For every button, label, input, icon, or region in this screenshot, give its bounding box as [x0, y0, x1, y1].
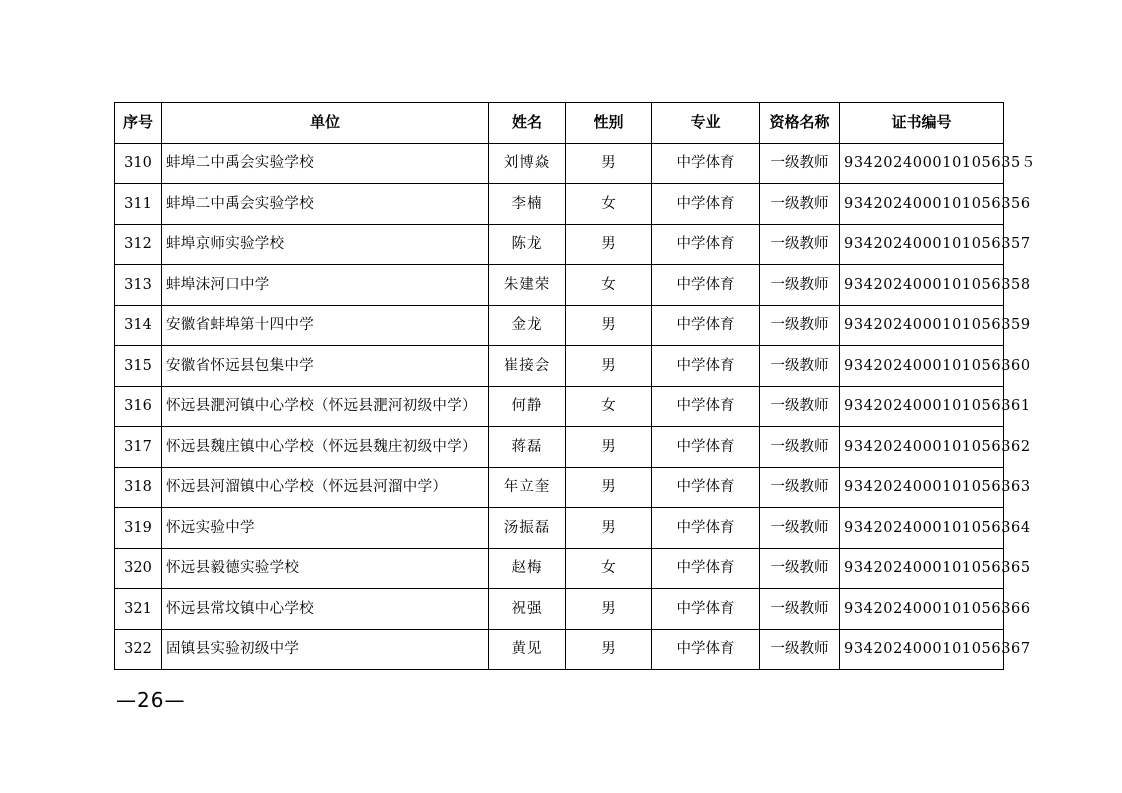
- cell-certificate: 9342024000101056363: [840, 467, 1004, 508]
- cell-unit: 蚌埠二中禹会实验学校: [162, 184, 489, 225]
- cell-index: 319: [115, 508, 162, 549]
- cell-major: 中学体育: [652, 589, 760, 630]
- table-row: [115, 427, 1004, 468]
- cell-major: 中学体育: [652, 427, 760, 468]
- page-number: —26—: [116, 688, 186, 712]
- cell-name: 黄见: [489, 629, 566, 670]
- table-row: [115, 143, 1004, 184]
- header-qualification: 资格名称: [760, 103, 840, 144]
- cell-major: 中学体育: [652, 265, 760, 306]
- table-row: [115, 184, 1004, 225]
- cell-index: 312: [115, 224, 162, 265]
- cell-certificate: 9342024000101056366: [840, 589, 1004, 630]
- table-body: [115, 143, 1036, 670]
- table-row: [115, 346, 1004, 387]
- cell-gender: 男: [566, 224, 652, 265]
- cell-gender: 女: [566, 386, 652, 427]
- cell-gender: 男: [566, 143, 652, 184]
- cell-gender: 男: [566, 467, 652, 508]
- cell-certificate: 9342024000101056367: [840, 629, 1004, 670]
- cell-qualification: 一级教师: [760, 143, 840, 184]
- cell-certificate: 9342024000101056356: [840, 184, 1004, 225]
- cell-name: 祝强: [489, 589, 566, 630]
- cell-major: 中学体育: [652, 386, 760, 427]
- cell-index: 310: [115, 143, 162, 184]
- cell-certificate: 9342024000101056365: [840, 548, 1004, 589]
- cell-certificate: 9342024000101056360: [840, 346, 1004, 387]
- cell-index: 313: [115, 265, 162, 306]
- cell-unit: 怀远县淝河镇中心学校（怀远县淝河初级中学）: [162, 386, 489, 427]
- cell-qualification: 一级教师: [760, 467, 840, 508]
- cell-index: 311: [115, 184, 162, 225]
- cell-name: 李楠: [489, 184, 566, 225]
- cell-certificate: 9342024000101056362: [840, 427, 1004, 468]
- cell-gender: 男: [566, 427, 652, 468]
- cell-qualification: 一级教师: [760, 386, 840, 427]
- cell-major: 中学体育: [652, 548, 760, 589]
- cell-qualification: 一级教师: [760, 305, 840, 346]
- cell-gender: 男: [566, 589, 652, 630]
- cell-index: 321: [115, 589, 162, 630]
- cell-certificate: 934202400010105635５: [840, 143, 1004, 184]
- cell-unit: 安徽省怀远县包集中学: [162, 346, 489, 387]
- cell-unit: 固镇县实验初级中学: [162, 629, 489, 670]
- header-name: 姓名: [489, 103, 566, 144]
- cell-qualification: 一级教师: [760, 427, 840, 468]
- cell-gender: 女: [566, 548, 652, 589]
- cell-certificate: 9342024000101056358: [840, 265, 1004, 306]
- cell-unit: 安徽省蚌埠第十四中学: [162, 305, 489, 346]
- cell-qualification: 一级教师: [760, 548, 840, 589]
- header-index: 序号: [115, 103, 162, 144]
- cell-certificate: 9342024000101056364: [840, 508, 1004, 549]
- cell-qualification: 一级教师: [760, 589, 840, 630]
- cell-unit: 怀远县毅德实验学校: [162, 548, 489, 589]
- cell-gender: 男: [566, 629, 652, 670]
- cell-gender: 男: [566, 305, 652, 346]
- cell-name: 年立奎: [489, 467, 566, 508]
- cell-qualification: 一级教师: [760, 629, 840, 670]
- cell-index: 316: [115, 386, 162, 427]
- cell-major: 中学体育: [652, 305, 760, 346]
- header-certificate: 证书编号: [840, 103, 1004, 144]
- cell-name: 赵梅: [489, 548, 566, 589]
- cell-qualification: 一级教师: [760, 265, 840, 306]
- cell-unit: 怀远县魏庄镇中心学校（怀远县魏庄初级中学）: [162, 427, 489, 468]
- cell-gender: 男: [566, 346, 652, 387]
- cell-major: 中学体育: [652, 629, 760, 670]
- cell-unit: 怀远实验中学: [162, 508, 489, 549]
- table-row: [115, 305, 1004, 346]
- cell-unit: 蚌埠二中禹会实验学校: [162, 143, 489, 184]
- cell-major: 中学体育: [652, 224, 760, 265]
- table-row: [115, 629, 1004, 670]
- cell-unit: 蚌埠沫河口中学: [162, 265, 489, 306]
- cell-unit: 怀远县河溜镇中心学校（怀远县河溜中学）: [162, 467, 489, 508]
- certificate-table: [114, 102, 1036, 670]
- header-row: [115, 103, 1004, 144]
- cell-qualification: 一级教师: [760, 184, 840, 225]
- cell-qualification: 一级教师: [760, 508, 840, 549]
- cell-name: 朱建荣: [489, 265, 566, 306]
- cell-major: 中学体育: [652, 346, 760, 387]
- cell-certificate: 9342024000101056361: [840, 386, 1004, 427]
- table-row: [115, 467, 1004, 508]
- table-row: [115, 548, 1004, 589]
- cell-certificate: 9342024000101056357: [840, 224, 1004, 265]
- cell-index: 320: [115, 548, 162, 589]
- cell-certificate: 9342024000101056359: [840, 305, 1004, 346]
- cell-gender: 男: [566, 508, 652, 549]
- cell-name: 何静: [489, 386, 566, 427]
- cell-name: 刘博焱: [489, 143, 566, 184]
- table-row: [115, 508, 1004, 549]
- cell-gender: 女: [566, 265, 652, 306]
- cell-gender: 女: [566, 184, 652, 225]
- cell-index: 318: [115, 467, 162, 508]
- cell-unit: 蚌埠京师实验学校: [162, 224, 489, 265]
- table-row: [115, 265, 1004, 306]
- table-row: [115, 386, 1004, 427]
- table-row: [115, 224, 1004, 265]
- cell-name: 陈龙: [489, 224, 566, 265]
- cell-index: 317: [115, 427, 162, 468]
- cell-index: 314: [115, 305, 162, 346]
- cell-major: 中学体育: [652, 508, 760, 549]
- header-major: 专业: [652, 103, 760, 144]
- cell-index: 315: [115, 346, 162, 387]
- cell-name: 金龙: [489, 305, 566, 346]
- cell-major: 中学体育: [652, 143, 760, 184]
- cell-index: 322: [115, 629, 162, 670]
- header-gender: 性别: [566, 103, 652, 144]
- cell-major: 中学体育: [652, 467, 760, 508]
- table-row: [115, 589, 1004, 630]
- cell-name: 蒋磊: [489, 427, 566, 468]
- cell-qualification: 一级教师: [760, 346, 840, 387]
- cell-unit: 怀远县常坟镇中心学校: [162, 589, 489, 630]
- cell-qualification: 一级教师: [760, 224, 840, 265]
- header-unit: 单位: [162, 103, 489, 144]
- cell-name: 汤振磊: [489, 508, 566, 549]
- cell-name: 崔接会: [489, 346, 566, 387]
- cell-major: 中学体育: [652, 184, 760, 225]
